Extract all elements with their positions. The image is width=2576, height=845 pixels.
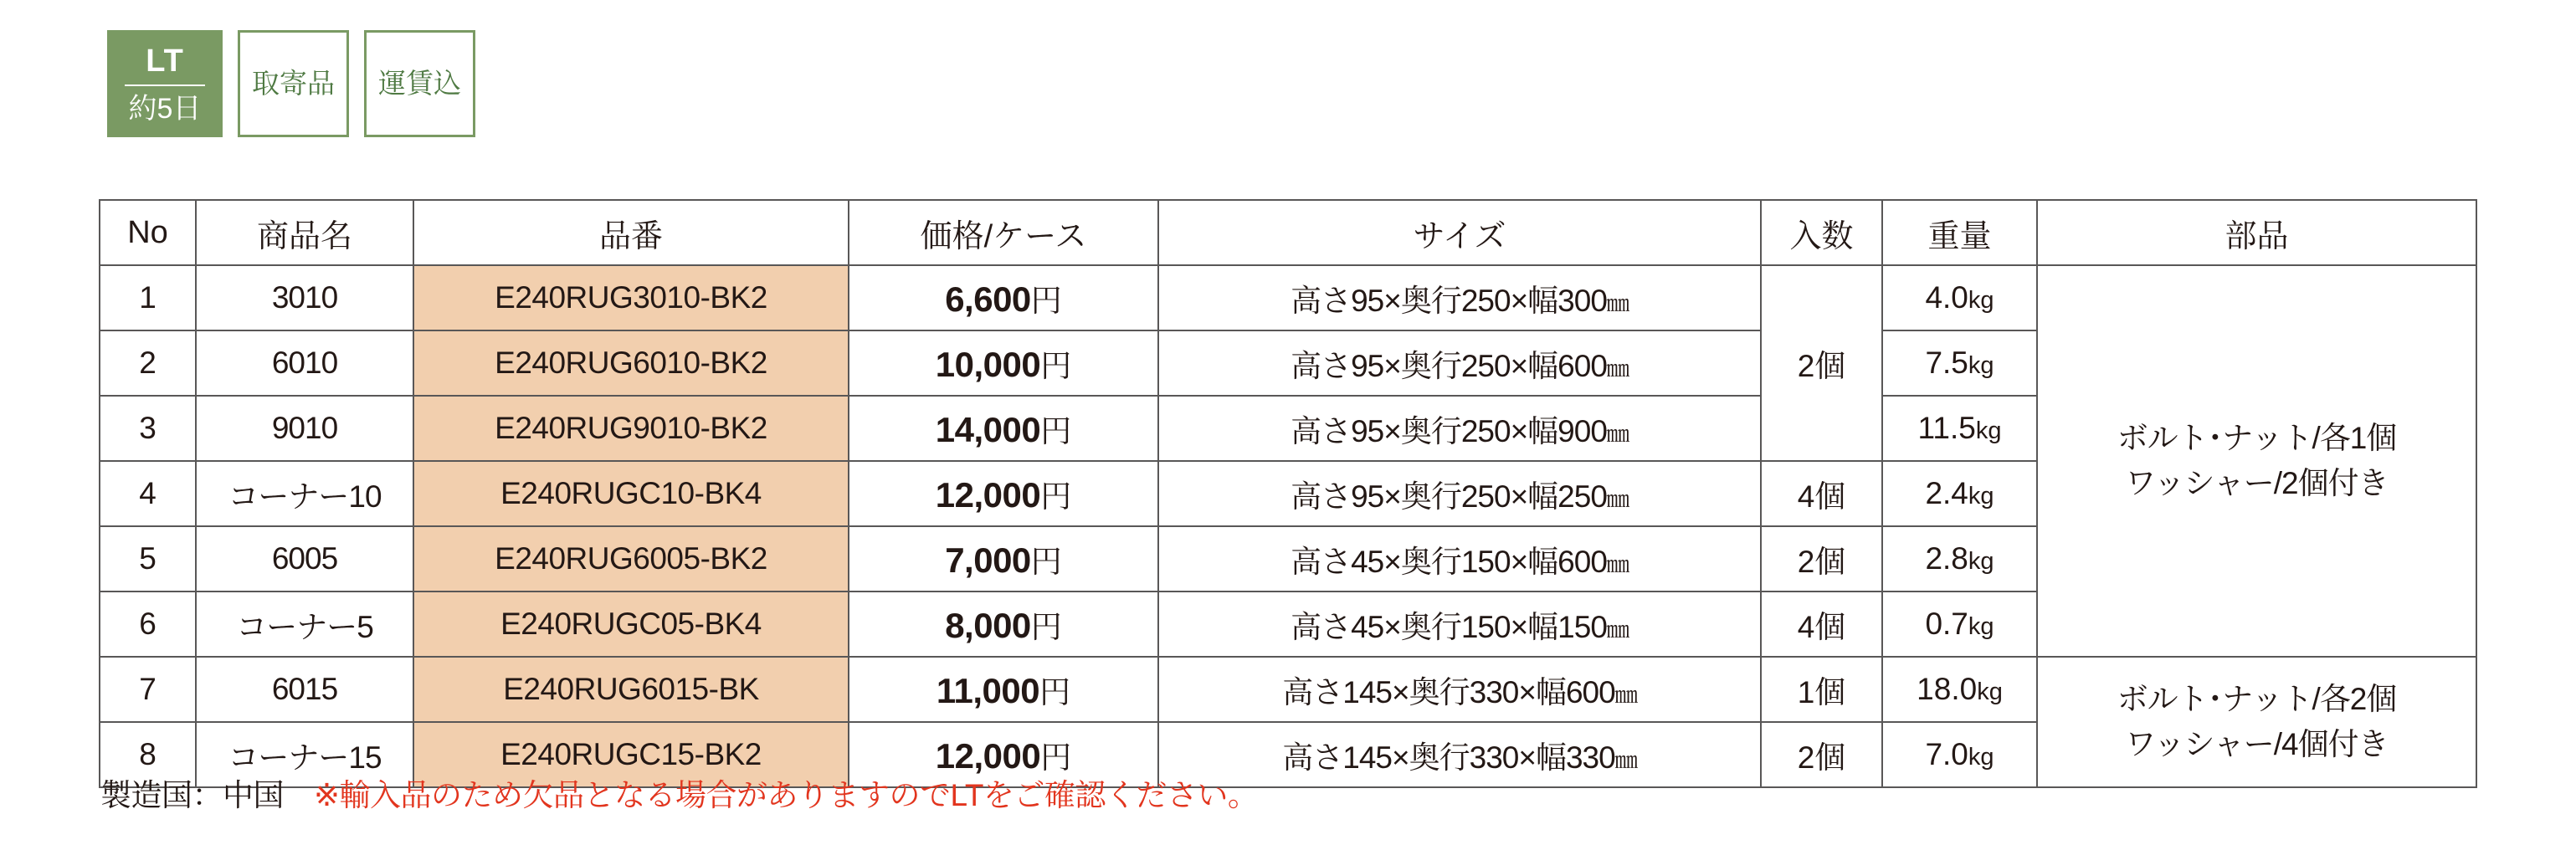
cell-weight bbox=[1882, 657, 2037, 722]
cell-product-code: E240RUG9010-BK2 bbox=[413, 396, 849, 461]
price-value: 10,000 bbox=[935, 345, 1041, 384]
parts-line-1: ボルト･ナット/各1個 bbox=[2117, 421, 2397, 456]
price-value: 12,000 bbox=[935, 475, 1041, 515]
cell-no: 1 bbox=[100, 265, 196, 330]
header-quantity: 入数 bbox=[1761, 200, 1882, 265]
spec-table bbox=[99, 199, 2477, 788]
weight-value: 11.5 bbox=[1917, 411, 1976, 445]
size-unit: ㎜ bbox=[1606, 487, 1629, 512]
cell-size bbox=[1158, 592, 1761, 657]
price-unit: 円 bbox=[1040, 414, 1072, 448]
size-value: 高さ95×奥行250×幅600 bbox=[1291, 349, 1607, 383]
cell-product-name: 9010 bbox=[196, 396, 413, 461]
cell-parts bbox=[2037, 265, 2476, 657]
cell-price bbox=[849, 265, 1158, 330]
price-unit: 円 bbox=[1030, 284, 1062, 318]
weight-unit: kg bbox=[1968, 613, 1994, 640]
cell-weight bbox=[1882, 330, 2037, 396]
cell-size bbox=[1158, 461, 1761, 526]
price-value: 7,000 bbox=[945, 540, 1031, 580]
size-value: 高さ45×奥行150×幅150 bbox=[1291, 610, 1607, 644]
badge-special-order: 取寄品 bbox=[238, 30, 349, 137]
cell-product-name: コーナー15 bbox=[196, 722, 413, 787]
footnote bbox=[100, 770, 1258, 815]
weight-value: 0.7 bbox=[1925, 607, 1968, 641]
cell-product-code: E240RUGC05-BK4 bbox=[413, 592, 849, 657]
cell-product-name: 6010 bbox=[196, 330, 413, 396]
cell-size bbox=[1158, 526, 1761, 592]
price-value: 12,000 bbox=[935, 736, 1041, 776]
import-notice: ※輸入品のため欠品となる場合がありますのでLTをご確認ください。 bbox=[314, 778, 1259, 812]
cell-no: 7 bbox=[100, 657, 196, 722]
cell-price bbox=[849, 526, 1158, 592]
table-header-row bbox=[100, 200, 2476, 265]
header-size: サイズ bbox=[1158, 200, 1761, 265]
size-unit: ㎜ bbox=[1606, 422, 1629, 447]
cell-product-code: E240RUG6005-BK2 bbox=[413, 526, 849, 592]
badge-row bbox=[107, 30, 475, 137]
header-no: No bbox=[100, 200, 196, 265]
cell-product-name: 3010 bbox=[196, 265, 413, 330]
lt-badge bbox=[107, 30, 223, 137]
cell-weight bbox=[1882, 265, 2037, 330]
weight-value: 4.0 bbox=[1925, 280, 1968, 315]
price-unit: 円 bbox=[1039, 675, 1071, 709]
cell-product-code: E240RUG3010-BK2 bbox=[413, 265, 849, 330]
size-value: 高さ145×奥行330×幅600 bbox=[1282, 675, 1615, 709]
weight-unit: kg bbox=[1975, 417, 2002, 444]
cell-price bbox=[849, 592, 1158, 657]
size-value: 高さ95×奥行250×幅250 bbox=[1291, 479, 1607, 514]
cell-parts bbox=[2037, 657, 2476, 787]
cell-product-code: E240RUGC10-BK4 bbox=[413, 461, 849, 526]
price-unit: 円 bbox=[1040, 740, 1072, 775]
lt-badge-duration: 約5日 bbox=[128, 92, 202, 125]
weight-value: 7.5 bbox=[1925, 346, 1968, 380]
size-unit: ㎜ bbox=[1614, 748, 1637, 773]
spec-table-wrapper bbox=[99, 199, 2476, 788]
header-weight: 重量 bbox=[1882, 200, 2037, 265]
cell-product-name: 6015 bbox=[196, 657, 413, 722]
cell-no: 3 bbox=[100, 396, 196, 461]
table-row bbox=[100, 657, 2476, 722]
cell-quantity: 2個 bbox=[1761, 526, 1882, 592]
cell-size bbox=[1158, 330, 1761, 396]
cell-price bbox=[849, 396, 1158, 461]
size-unit: ㎜ bbox=[1606, 552, 1629, 577]
cell-product-name: コーナー10 bbox=[196, 461, 413, 526]
size-unit: ㎜ bbox=[1606, 617, 1629, 643]
size-value: 高さ95×奥行250×幅300 bbox=[1291, 284, 1607, 318]
size-unit: ㎜ bbox=[1606, 356, 1629, 382]
cell-quantity: 1個 bbox=[1761, 657, 1882, 722]
cell-no: 6 bbox=[100, 592, 196, 657]
table-row bbox=[100, 265, 2476, 330]
price-value: 11,000 bbox=[936, 671, 1040, 710]
price-unit: 円 bbox=[1040, 479, 1072, 514]
price-unit: 円 bbox=[1040, 349, 1072, 383]
weight-value: 2.8 bbox=[1925, 541, 1968, 576]
parts-line-1: ボルト･ナット/各2個 bbox=[2117, 682, 2397, 717]
cell-quantity: 4個 bbox=[1761, 592, 1882, 657]
cell-weight bbox=[1882, 722, 2037, 787]
parts-line-2: ワッシャー/4個付き bbox=[2125, 727, 2389, 761]
cell-product-name: 6005 bbox=[196, 526, 413, 592]
cell-product-code: E240RUG6010-BK2 bbox=[413, 330, 849, 396]
cell-no: 5 bbox=[100, 526, 196, 592]
cell-no: 8 bbox=[100, 722, 196, 787]
cell-size bbox=[1158, 396, 1761, 461]
cell-product-code: E240RUG6015-BK bbox=[413, 657, 849, 722]
size-value: 高さ145×奥行330×幅330 bbox=[1282, 740, 1615, 775]
header-parts: 部品 bbox=[2037, 200, 2476, 265]
size-value: 高さ95×奥行250×幅900 bbox=[1291, 414, 1607, 448]
size-value: 高さ45×奥行150×幅600 bbox=[1291, 545, 1607, 579]
cell-price bbox=[849, 461, 1158, 526]
cell-quantity: 4個 bbox=[1761, 461, 1882, 526]
price-unit: 円 bbox=[1030, 545, 1062, 579]
lt-badge-title: LT bbox=[146, 43, 184, 79]
weight-unit: kg bbox=[1968, 744, 1994, 771]
cell-weight bbox=[1882, 461, 2037, 526]
price-unit: 円 bbox=[1030, 610, 1062, 644]
cell-size bbox=[1158, 657, 1761, 722]
header-product-code: 品番 bbox=[413, 200, 849, 265]
parts-line-2: ワッシャー/2個付き bbox=[2125, 466, 2389, 500]
weight-unit: kg bbox=[1968, 352, 1994, 379]
header-price-per-case: 価格/ケース bbox=[849, 200, 1158, 265]
weight-unit: kg bbox=[1968, 548, 1994, 575]
weight-value: 18.0 bbox=[1917, 672, 1978, 706]
cell-no: 2 bbox=[100, 330, 196, 396]
cell-weight bbox=[1882, 526, 2037, 592]
weight-value: 2.4 bbox=[1925, 476, 1968, 510]
price-value: 8,000 bbox=[945, 606, 1031, 645]
header-product-name: 商品名 bbox=[196, 200, 413, 265]
price-value: 6,600 bbox=[945, 279, 1031, 319]
cell-size bbox=[1158, 265, 1761, 330]
weight-value: 7.0 bbox=[1925, 737, 1968, 771]
size-unit: ㎜ bbox=[1614, 683, 1637, 708]
cell-quantity: 2個 bbox=[1761, 722, 1882, 787]
weight-unit: kg bbox=[1977, 679, 2003, 705]
cell-product-name: コーナー5 bbox=[196, 592, 413, 657]
cell-weight bbox=[1882, 396, 2037, 461]
size-unit: ㎜ bbox=[1606, 291, 1629, 316]
cell-no: 4 bbox=[100, 461, 196, 526]
cell-price bbox=[849, 330, 1158, 396]
cell-product-code: E240RUGC15-BK2 bbox=[413, 722, 849, 787]
cell-quantity: 2個 bbox=[1761, 265, 1882, 461]
weight-unit: kg bbox=[1968, 483, 1994, 510]
cell-weight bbox=[1882, 592, 2037, 657]
weight-unit: kg bbox=[1968, 287, 1994, 314]
badge-freight-included: 運賃込 bbox=[364, 30, 475, 137]
price-value: 14,000 bbox=[935, 410, 1041, 449]
cell-price bbox=[849, 657, 1158, 722]
country-of-origin: 製造国：中国 bbox=[100, 778, 284, 812]
